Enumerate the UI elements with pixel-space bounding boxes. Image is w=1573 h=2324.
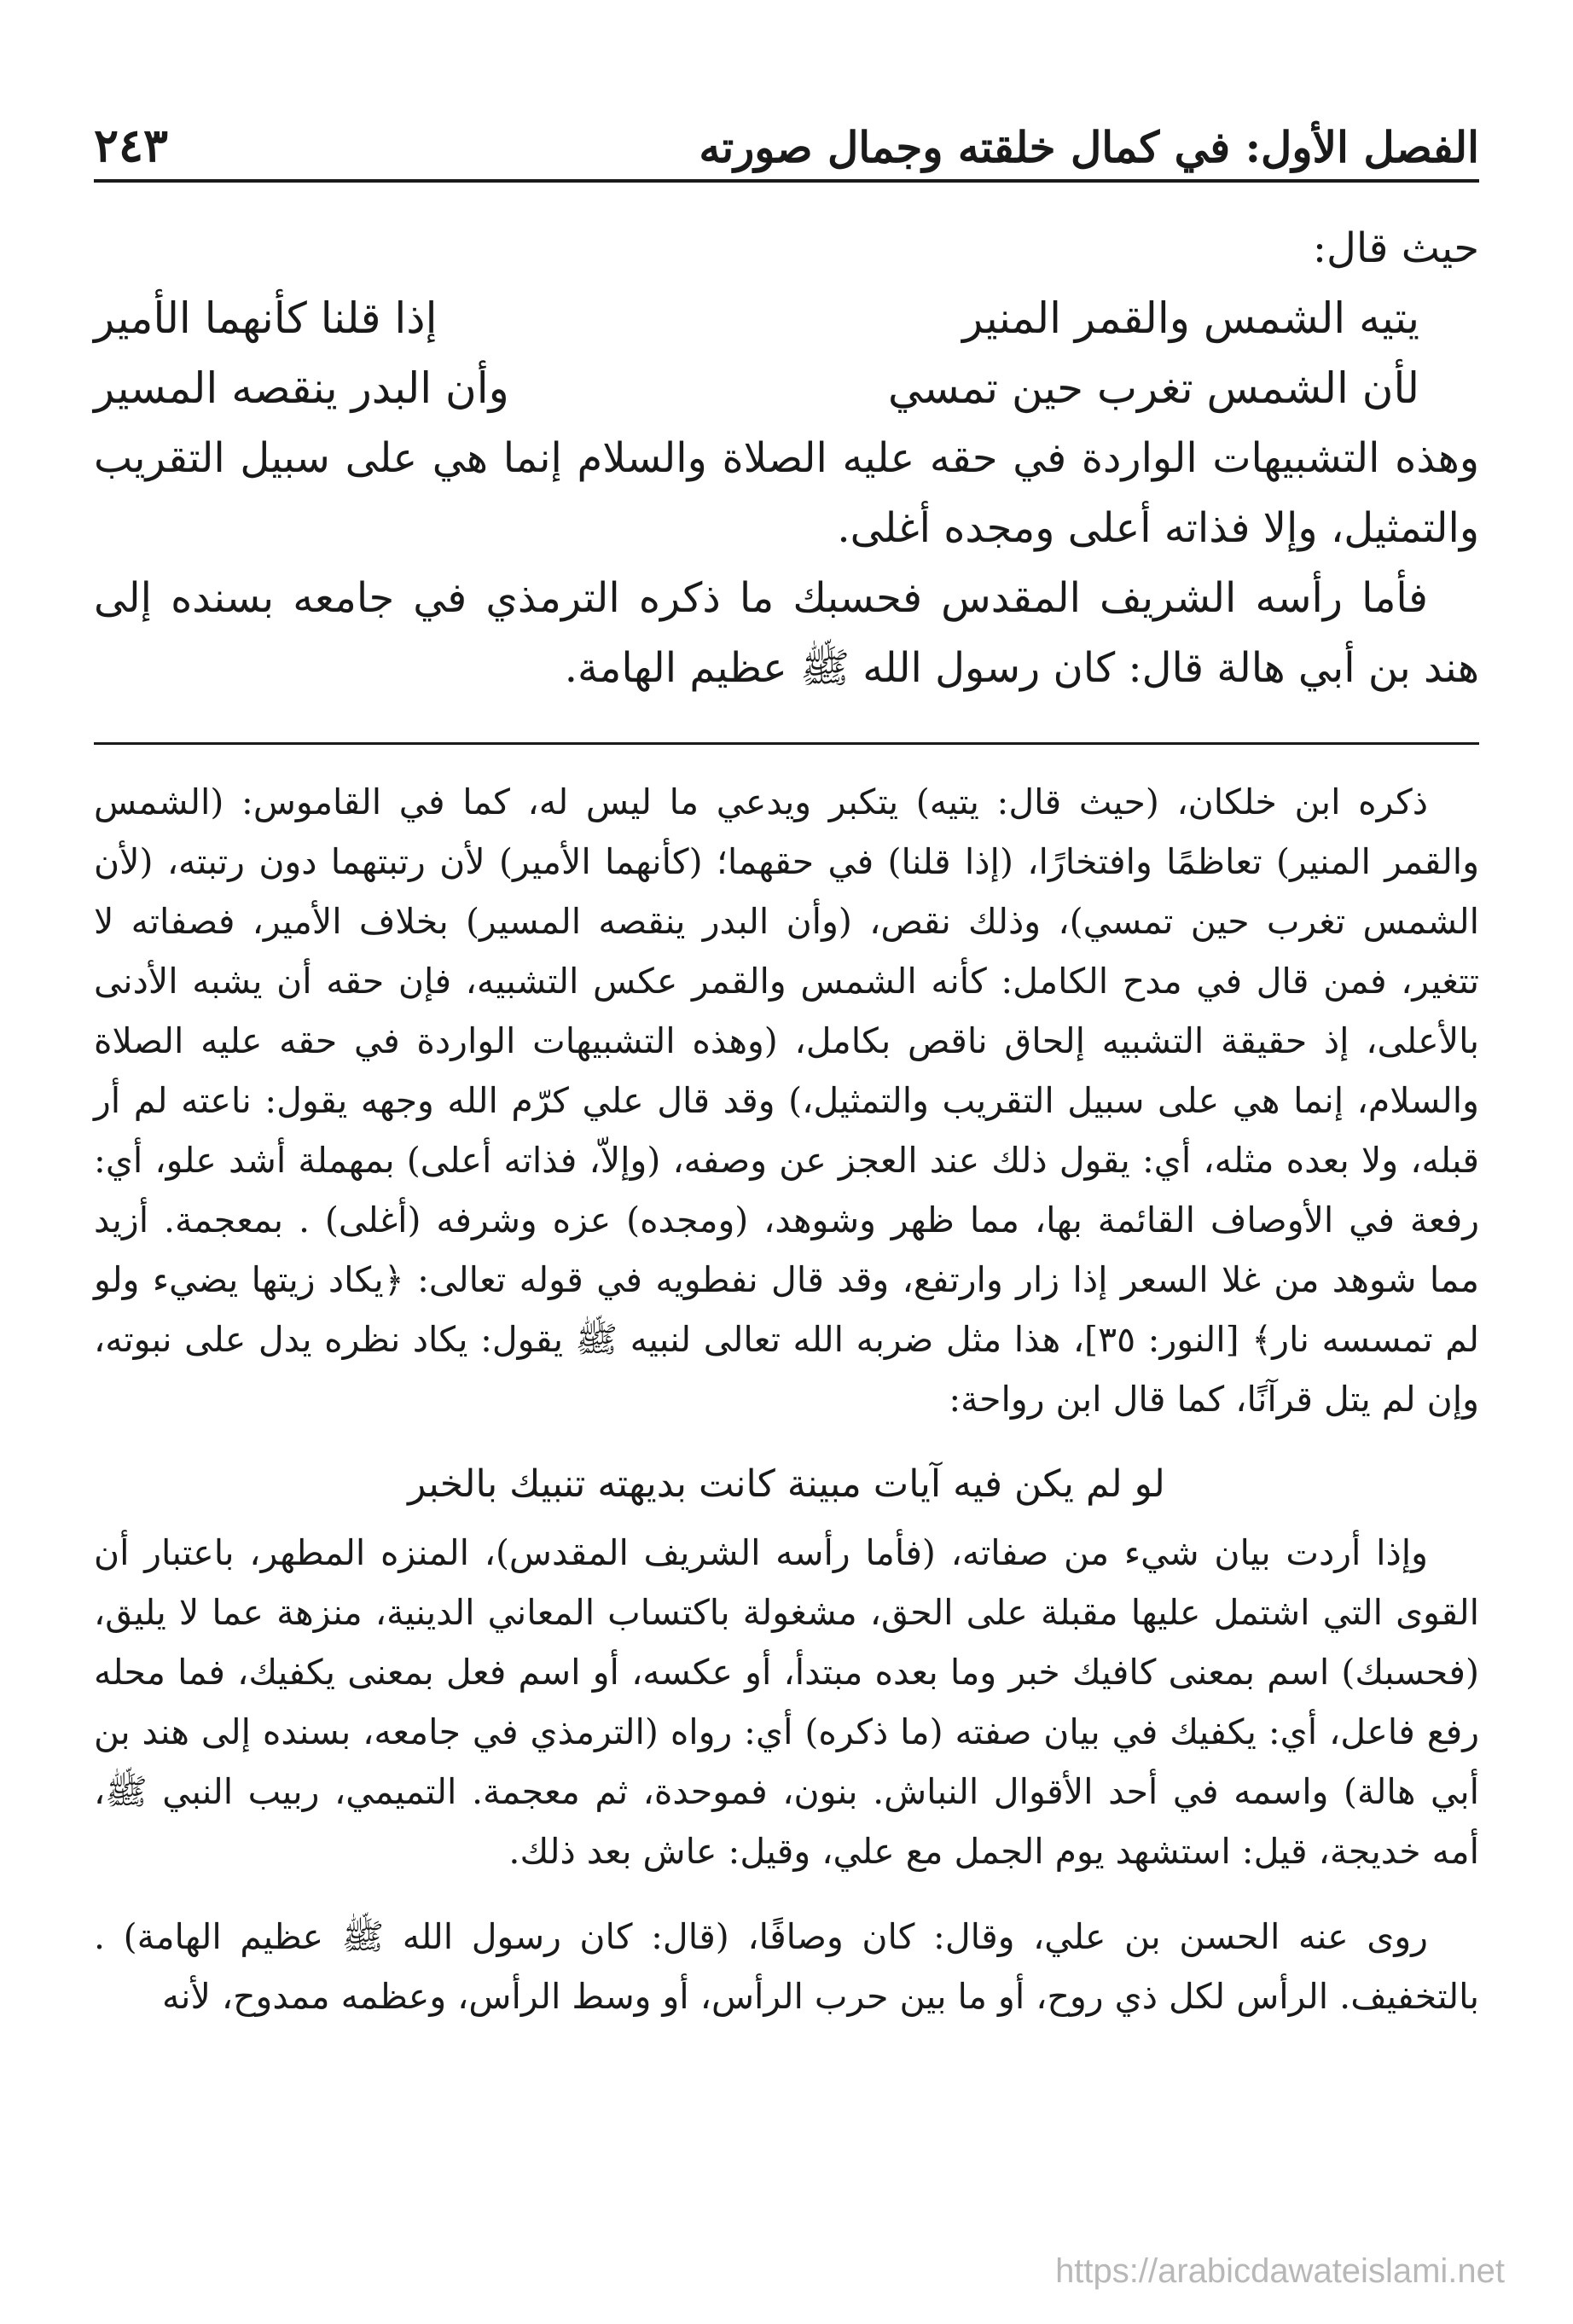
commentary-paragraph-1: ذكره ابن خلكان، (حيث قال: يتيه) يتكبر ويدعي ما ليس له، كما في القاموس: (الشمس والقمر المنير) تعاظمًا وافتخارًا، (إذا قلنا) في حقهما؛ (كأنهما الأمير) لأن رتبتهما دون رتبته، (لأن الشمس تغرب حين تمسي)، وذلك نقص، (وأن البدر ينقصه المسير) بخلاف الأمير، فصفاته لا تتغير، فمن قال في مدح الكامل: كأنه الشمس والقمر عكس التشبيه، فإن حقه أن يشبه الأدنى بالأعلى، إذ حقيقة التشبيه إلحاق ناقص بكامل، (وهذه التشبيهات الواردة في حقه عليه الصلاة والسلام، إنما هي على سبيل التقريب والتمثيل،) وقد قال علي كرّم الله وجهه يقول: ناعته لم أر قبله، ولا بعده مثله، أي: يقول ذلك عند العجز عن وصفه، (وإلاّ، فذاته أعلى) بمهملة أشد علو، أي: رفعة في الأوصاف القائمة بها، مما ظهر وشوهد، (ومجده) عزه وشرفه (أغلى) . بمعجمة. أزيد مما شوهد من غلا السعر إذا زار وارتفع، وقد قال نفطويه في قوله تعالى: ﴿يكاد زيتها يضيء ولو لم تمسسه نار﴾ [النور: ٣٥]، هذا مثل ضربه الله تعالى لنبيه ﷺ يقول: يكاد نظره يدل على نبوته، وإن لم يتل قرآنًا، كما قال ابن رواحة: [94, 781, 1480, 1420]
commentary-verse: لو لم يكن فيه آيات مبينة كانت بديهته تنبيك بالخبر [408, 1462, 1165, 1506]
main-text [94, 213, 1479, 703]
main-paragraph-2: فأما رأسه الشريف المقدس فحسبك ما ذكره الترمذي في جامعه بسنده إلى هند بن أبي هالة قال: كان رسول الله ﷺ عظيم الهامة. [94, 574, 1479, 692]
intro-line: حيث قال: [1312, 224, 1479, 272]
main-paragraph-1: وهذه التشبيهات الواردة في حقه عليه الصلاة والسلام إنما هي على سبيل التقريب والتمثيل، وإلا فذاته أعلى ومجده أغلى. [94, 434, 1479, 552]
poem-verse-1 [94, 283, 1479, 353]
commentary-section [94, 772, 1479, 2026]
commentary-paragraph-2: وإذا أردت بيان شيء من صفاته، (فأما رأسه الشريف المقدس)، المنزه المطهر، باعتبار أن القوى التي اشتمل عليها مقبلة على الحق، مشغولة باكتساب المعاني الدينية، منزهة عما لا يليق، (فحسبك) اسم بمعنى كافيك خبر وما بعده مبتدأ، أو عكسه، أو اسم فعل بمعنى يكفيك، فما محله رفع فاعل، أي: يكفيك في بيان صفته (ما ذكره) أي: رواه (الترمذي في جامعه، بسنده إلى هند بن أبي هالة) واسمه في أحد الأقوال النباش. بنون، فموحدة، ثم معجمة. التميمي، ربيب النبي ﷺ، أمه خديجة، قيل: استشهد يوم الجمل مع علي، وقيل: عاش بعد ذلك. [94, 1532, 1479, 1872]
verse-1-first-hemistich: يتيه الشمس والقمر المنير [962, 293, 1419, 343]
page-header [94, 96, 1479, 183]
chapter-title: الفصل الأول: في كمال خلقته وجمال صورته [699, 122, 1479, 172]
poem-verse-2 [94, 353, 1479, 423]
verse-1-second-hemistich: إذا قلنا كأنهما الأمير [94, 293, 438, 343]
verse-2-second-hemistich: وأن البدر ينقصه المسير [94, 363, 509, 413]
commentary-paragraph-3: روى عنه الحسن بن علي، وقال: كان وصافًا، (قال: كان رسول الله ﷺ عظيم الهامة) . بالتخفيف. الرأس لكل ذي روح، أو ما بين حرب الرأس، أو وسط الرأس، وعظمه ممدوح، لأنه [94, 1916, 1479, 2017]
footnote-divider [94, 742, 1479, 745]
verse-2-first-hemistich: لأن الشمس تغرب حين تمسي [888, 363, 1419, 413]
page-number: ٢٤٣ [94, 118, 169, 172]
watermark-url: https://arabicdawateislami.net [1055, 2252, 1505, 2290]
